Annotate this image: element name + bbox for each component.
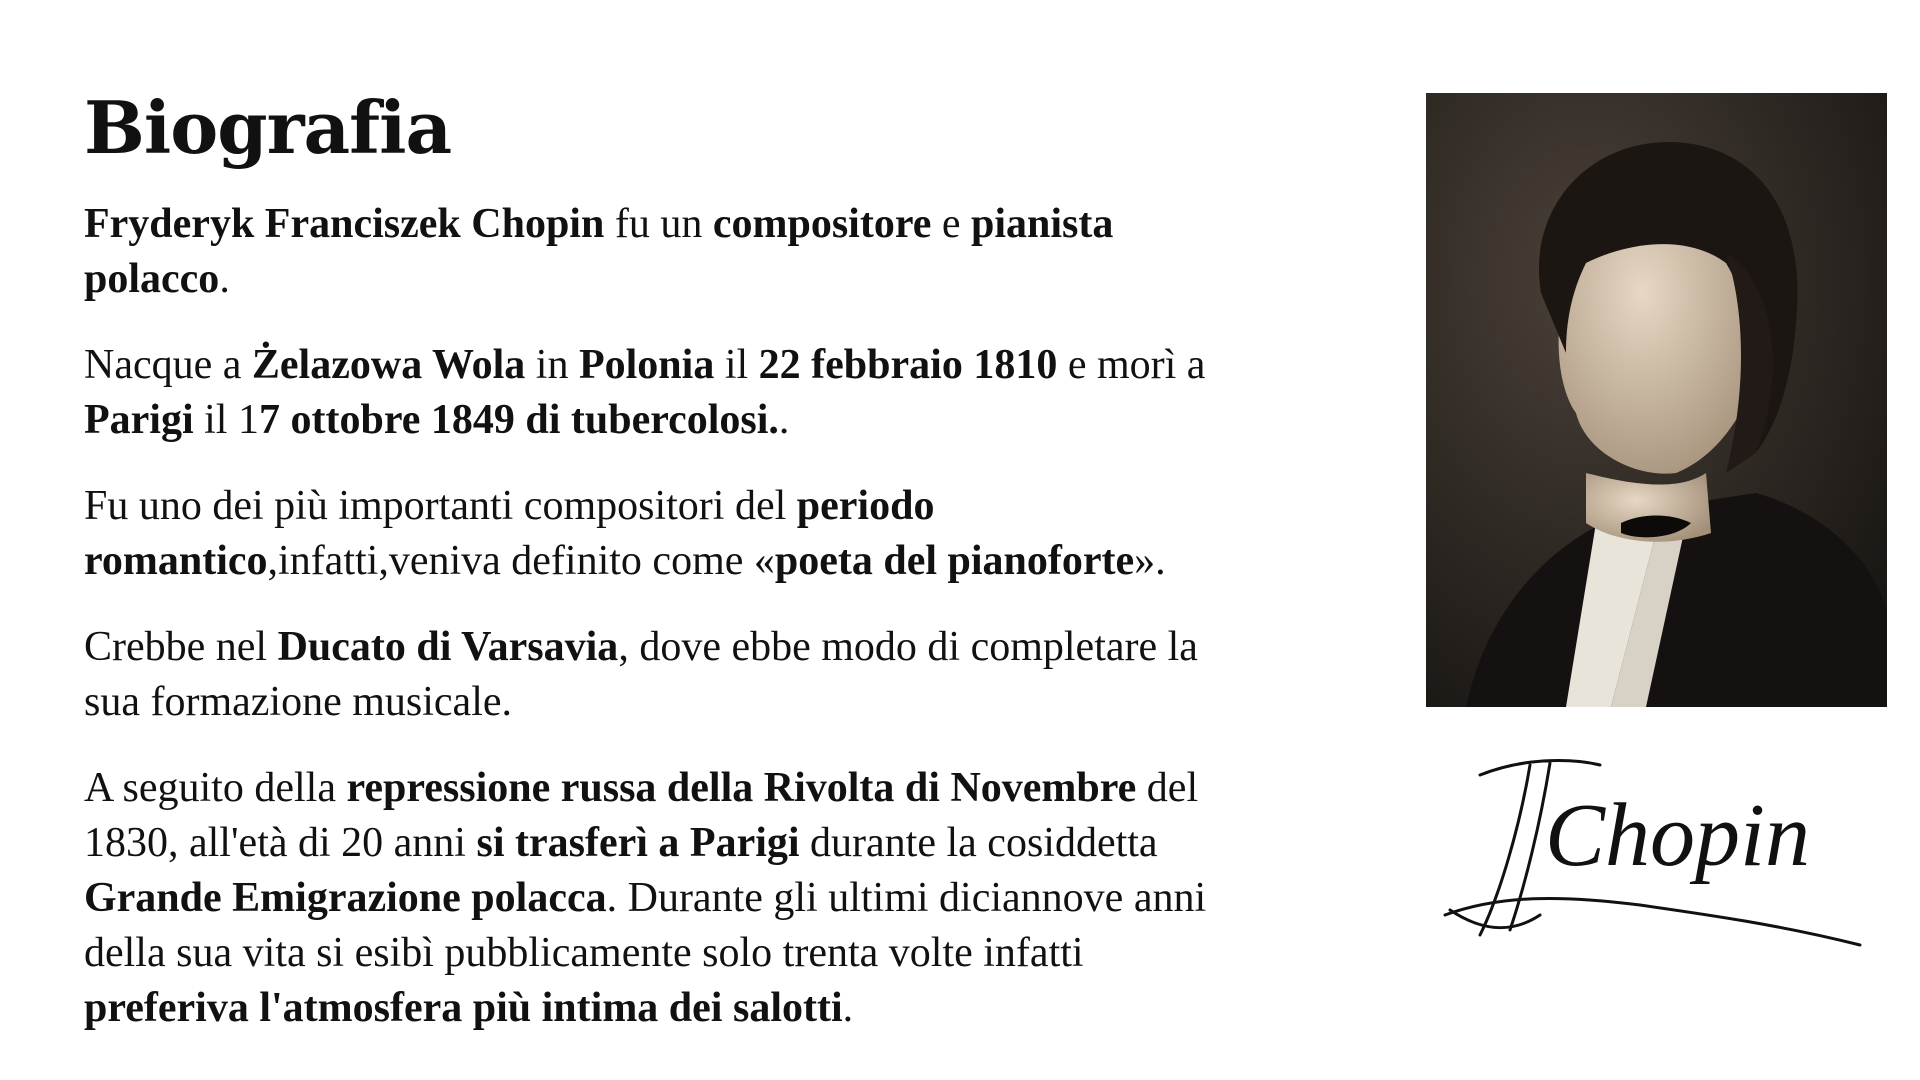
text: e xyxy=(931,201,971,247)
text-line xyxy=(84,871,1404,926)
text: . xyxy=(219,256,230,302)
text: il xyxy=(714,342,759,388)
text: , dove ebbe modo di completare la xyxy=(618,624,1198,670)
bold-text: periodo xyxy=(796,483,935,529)
text-line xyxy=(84,926,1404,981)
text: A seguito della xyxy=(84,765,347,811)
bold-text: si trasferì a Parigi xyxy=(476,820,800,866)
paragraph xyxy=(84,620,1404,730)
text: il 1 xyxy=(193,397,259,443)
text-line xyxy=(84,675,1404,730)
bold-text: Polonia xyxy=(578,342,715,388)
text: 1830, all'età di 20 anni xyxy=(84,820,477,866)
text-line xyxy=(84,393,1404,448)
paragraph xyxy=(84,197,1404,307)
bold-text: compositore xyxy=(712,201,932,247)
bold-text: Parigi xyxy=(84,397,194,443)
bold-text: polacco xyxy=(84,256,220,302)
text-line xyxy=(84,761,1404,816)
page-title: Biografia xyxy=(84,85,452,170)
chopin-signature xyxy=(1440,745,1870,960)
text-line xyxy=(84,620,1404,675)
bold-text: 22 febbraio 1810 xyxy=(758,342,1058,388)
text: Nacque a xyxy=(84,342,252,388)
text: Fu uno dei più importanti compositori del xyxy=(84,483,797,529)
bold-text: preferiva l'atmosfera più intima dei salotti xyxy=(84,985,843,1031)
bold-text: Żelazowa Wola xyxy=(251,342,526,388)
text-line xyxy=(84,816,1404,871)
bold-text: Fryderyk Franciszek Chopin xyxy=(84,201,605,247)
text-line xyxy=(84,981,1404,1036)
text: ,infatti,veniva definito come « xyxy=(267,538,775,584)
bold-text: romantico xyxy=(84,538,268,584)
bold-text: Ducato di Varsavia xyxy=(277,624,619,670)
text: in xyxy=(525,342,579,388)
paragraph xyxy=(84,479,1404,589)
paragraph xyxy=(84,761,1404,1036)
text: . xyxy=(842,985,854,1031)
bold-text: repressione russa della Rivolta di Novembre xyxy=(346,765,1137,811)
text: del xyxy=(1136,765,1199,811)
text: e morì a xyxy=(1057,342,1206,388)
text-line xyxy=(84,338,1404,393)
paragraph xyxy=(84,338,1404,448)
bold-text: 7 ottobre 1849 di tubercolosi. xyxy=(258,397,779,443)
text: sua formazione musicale. xyxy=(84,679,512,725)
text-line xyxy=(84,479,1404,534)
bold-text: Grande Emigrazione polacca xyxy=(84,875,607,921)
text: Crebbe nel xyxy=(84,624,278,670)
bold-text: pianista xyxy=(971,201,1114,247)
text: . xyxy=(778,397,790,443)
signature-lettering: Chopin xyxy=(1545,786,1811,885)
chopin-portrait xyxy=(1426,93,1887,707)
text: ». xyxy=(1134,538,1166,584)
text: fu un xyxy=(604,201,713,247)
text: della sua vita si esibì pubblicamente solo trenta volte infatti xyxy=(84,930,1084,976)
text: . Durante gli ultimi diciannove anni xyxy=(606,875,1207,921)
text-line xyxy=(84,197,1404,252)
biography-text xyxy=(84,197,1404,1067)
text-line xyxy=(84,252,1404,307)
text-line xyxy=(84,534,1404,589)
text: durante la cosiddetta xyxy=(799,820,1158,866)
bold-text: poeta del pianoforte xyxy=(774,538,1135,584)
